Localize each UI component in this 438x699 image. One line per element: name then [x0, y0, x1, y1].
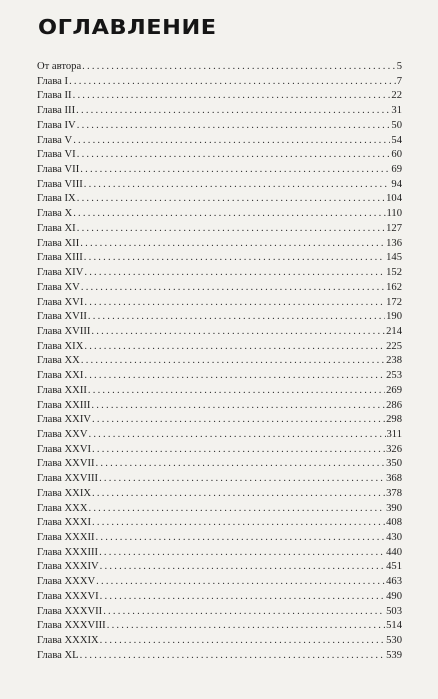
- dot-leader: [91, 325, 385, 340]
- toc-entry-label: Глава I: [37, 75, 69, 87]
- toc-entry-page-number: 503: [386, 605, 402, 617]
- toc-entry-label: Глава X: [37, 208, 73, 220]
- dot-leader: [88, 428, 385, 443]
- toc-entry: [37, 119, 402, 134]
- dot-leader: [73, 134, 390, 149]
- toc-entry: [37, 237, 402, 252]
- toc-entry: [37, 60, 402, 75]
- toc-entry: [37, 354, 402, 369]
- toc-entry-page-number: 60: [391, 149, 402, 161]
- toc-entry-page-number: 514: [386, 620, 402, 632]
- toc-entry: [37, 207, 402, 222]
- toc-entry: [37, 516, 402, 531]
- toc-entry: [37, 325, 402, 340]
- toc-entry-page-number: 190: [386, 311, 402, 323]
- dot-leader: [84, 251, 385, 266]
- toc-entry-page-number: 350: [386, 458, 402, 470]
- toc-entry-label: Глава XXI: [37, 370, 84, 382]
- dot-leader: [96, 457, 386, 472]
- toc-entry: [37, 163, 402, 178]
- toc-entry: [37, 502, 402, 517]
- toc-entry-label: Глава VII: [37, 164, 80, 176]
- toc-entry-label: Глава XII: [37, 237, 80, 249]
- toc-entry: [37, 75, 402, 90]
- toc-entry-page-number: 530: [386, 635, 402, 647]
- toc-entry-label: Глава XXIII: [37, 399, 91, 411]
- toc-entry: [37, 472, 402, 487]
- dot-leader: [96, 531, 386, 546]
- toc-entry-label: Глава II: [37, 90, 72, 102]
- toc-entry-label: Глава V: [37, 134, 73, 146]
- dot-leader: [92, 443, 385, 458]
- toc-entry: [37, 399, 402, 414]
- toc-entry: [37, 487, 402, 502]
- dot-leader: [91, 399, 385, 414]
- toc-entry: [37, 443, 402, 458]
- toc-entry-page-number: 162: [386, 281, 402, 293]
- toc-entry: [37, 457, 402, 472]
- toc-entry-label: Глава IV: [37, 119, 76, 131]
- toc-entry-label: Глава XV: [37, 281, 80, 293]
- toc-entry-page-number: 539: [386, 649, 402, 661]
- toc-entry-label: Глава XX: [37, 355, 80, 367]
- dot-leader: [82, 60, 396, 75]
- toc-entry-label: Глава XXXII: [37, 532, 95, 543]
- toc-entry-label: Глава XXXVII: [37, 605, 103, 617]
- dot-leader: [73, 207, 385, 222]
- toc-entry-label: Глава XIV: [37, 267, 84, 279]
- toc-entry: [37, 251, 402, 266]
- dot-leader: [96, 575, 385, 590]
- toc-entry-label: Глава XXII: [37, 384, 87, 396]
- toc-entry-label: Глава XXXVI: [37, 590, 99, 602]
- dot-leader: [88, 310, 385, 325]
- toc-entry: [37, 546, 402, 561]
- dot-leader: [92, 413, 385, 428]
- toc-entry: [37, 560, 402, 575]
- toc-entry-label: От автора: [37, 61, 82, 72]
- toc-entry-label: Глава XVII: [37, 311, 87, 323]
- toc-entry: [37, 590, 402, 605]
- toc-entry-label: Глава XXXV: [37, 576, 96, 588]
- toc-entry-page-number: 286: [386, 399, 402, 411]
- toc-entry-label: Глава XXXIII: [37, 546, 99, 558]
- toc-entry-page-number: 7: [396, 75, 402, 87]
- dot-leader: [84, 266, 385, 281]
- toc-entry-label: Глава XIII: [37, 252, 83, 264]
- toc-entry: [37, 369, 402, 384]
- toc-entry-page-number: 463: [386, 576, 402, 588]
- toc-entry: [37, 413, 402, 428]
- toc-entry-label: Глава XIX: [37, 340, 84, 352]
- dot-leader: [77, 192, 385, 207]
- dot-leader: [77, 148, 391, 163]
- toc-entry-label: Глава XXVIII: [37, 473, 99, 485]
- toc-entry-label: Глава XXX: [37, 502, 88, 514]
- toc-entry-page-number: 22: [391, 90, 402, 102]
- toc-entry-label: Глава XXVII: [37, 458, 95, 470]
- toc-entry-page-number: 253: [386, 370, 402, 382]
- dot-leader: [92, 487, 385, 502]
- toc-entry-label: Глава XXIX: [37, 487, 92, 499]
- toc-entry-page-number: 440: [386, 546, 402, 558]
- toc-entry-page-number: 311: [386, 428, 402, 440]
- toc-entry-label: Глава XVIII: [37, 325, 91, 337]
- toc-entry-label: Глава XXXIX: [37, 635, 99, 647]
- toc-entry-page-number: 50: [391, 119, 402, 131]
- dot-leader: [80, 649, 385, 664]
- toc-entry: [37, 575, 402, 590]
- table-of-contents: [37, 60, 402, 663]
- dot-leader: [100, 560, 385, 575]
- page-title: ОГЛАВЛЕНИЕ: [38, 15, 217, 39]
- toc-entry: [37, 531, 402, 546]
- toc-entry: [37, 384, 402, 399]
- toc-entry: [37, 192, 402, 207]
- dot-leader: [103, 605, 385, 620]
- toc-entry-label: Глава XXV: [37, 428, 88, 440]
- toc-entry-page-number: 69: [391, 164, 402, 176]
- dot-leader: [88, 502, 385, 517]
- toc-entry-page-number: 238: [386, 355, 402, 367]
- toc-entry-page-number: 269: [386, 384, 402, 396]
- dot-leader: [84, 296, 385, 311]
- dot-leader: [84, 178, 391, 193]
- toc-entry: [37, 104, 402, 119]
- toc-entry: [37, 340, 402, 355]
- toc-entry: [37, 619, 402, 634]
- dot-leader: [84, 369, 385, 384]
- toc-entry-label: Глава IX: [37, 193, 76, 205]
- toc-entry: [37, 310, 402, 325]
- dot-leader: [100, 634, 385, 649]
- toc-entry: [37, 634, 402, 649]
- toc-entry-page-number: 136: [386, 237, 402, 249]
- dot-leader: [80, 163, 390, 178]
- dot-leader: [80, 237, 385, 252]
- toc-entry-page-number: 31: [391, 105, 402, 117]
- toc-entry: [37, 266, 402, 281]
- toc-entry-label: Глава XXXI: [37, 517, 92, 529]
- toc-entry-page-number: 326: [386, 443, 402, 455]
- toc-entry: [37, 296, 402, 311]
- toc-entry-page-number: 172: [386, 296, 402, 308]
- toc-entry: [37, 178, 402, 193]
- toc-entry-label: Глава XXIV: [37, 414, 92, 426]
- toc-entry-page-number: 390: [386, 502, 402, 514]
- dot-leader: [88, 384, 385, 399]
- toc-entry-page-number: 104: [386, 193, 402, 205]
- toc-entry-label: Глава VI: [37, 149, 76, 161]
- toc-entry: [37, 89, 402, 104]
- toc-entry-page-number: 451: [386, 561, 402, 573]
- toc-entry-page-number: 152: [386, 267, 402, 279]
- toc-entry-page-number: 368: [386, 473, 402, 485]
- dot-leader: [99, 546, 385, 561]
- toc-entry-page-number: 378: [386, 487, 402, 499]
- toc-entry: [37, 134, 402, 149]
- toc-entry-label: Глава XL: [37, 649, 79, 661]
- dot-leader: [84, 340, 385, 355]
- toc-entry: [37, 428, 402, 443]
- toc-entry-label: Глава XI: [37, 222, 76, 234]
- toc-entry-label: Глава III: [37, 105, 76, 117]
- toc-entry: [37, 148, 402, 163]
- toc-entry-label: Глава VIII: [37, 178, 83, 190]
- toc-entry-page-number: 5: [396, 61, 402, 72]
- toc-entry-page-number: 127: [386, 222, 402, 234]
- toc-entry-page-number: 145: [386, 252, 402, 264]
- toc-entry-page-number: 225: [386, 340, 402, 352]
- toc-entry-page-number: 490: [386, 590, 402, 602]
- dot-leader: [77, 222, 385, 237]
- toc-entry-label: Глава XXXVIII: [37, 620, 106, 632]
- toc-entry: [37, 222, 402, 237]
- toc-entry-page-number: 214: [386, 325, 402, 337]
- dot-leader: [100, 590, 385, 605]
- toc-entry-label: Глава XXXIV: [37, 561, 99, 573]
- toc-entry-page-number: 408: [386, 517, 402, 529]
- toc-entry: [37, 649, 402, 664]
- toc-entry-page-number: 94: [391, 178, 402, 190]
- toc-entry-page-number: 54: [391, 134, 402, 146]
- dot-leader: [107, 619, 385, 634]
- dot-leader: [69, 75, 396, 90]
- toc-entry-label: Глава XVI: [37, 296, 84, 308]
- dot-leader: [77, 119, 391, 134]
- toc-entry-label: Глава XXVI: [37, 443, 92, 455]
- toc-entry-page-number: 110: [386, 208, 402, 220]
- dot-leader: [99, 472, 385, 487]
- dot-leader: [81, 281, 385, 296]
- dot-leader: [92, 516, 385, 531]
- dot-leader: [81, 354, 385, 369]
- toc-entry-page-number: 298: [386, 414, 402, 426]
- toc-entry: [37, 281, 402, 296]
- dot-leader: [76, 104, 390, 119]
- toc-entry-page-number: 430: [386, 532, 402, 543]
- dot-leader: [73, 89, 391, 104]
- toc-entry: [37, 605, 402, 620]
